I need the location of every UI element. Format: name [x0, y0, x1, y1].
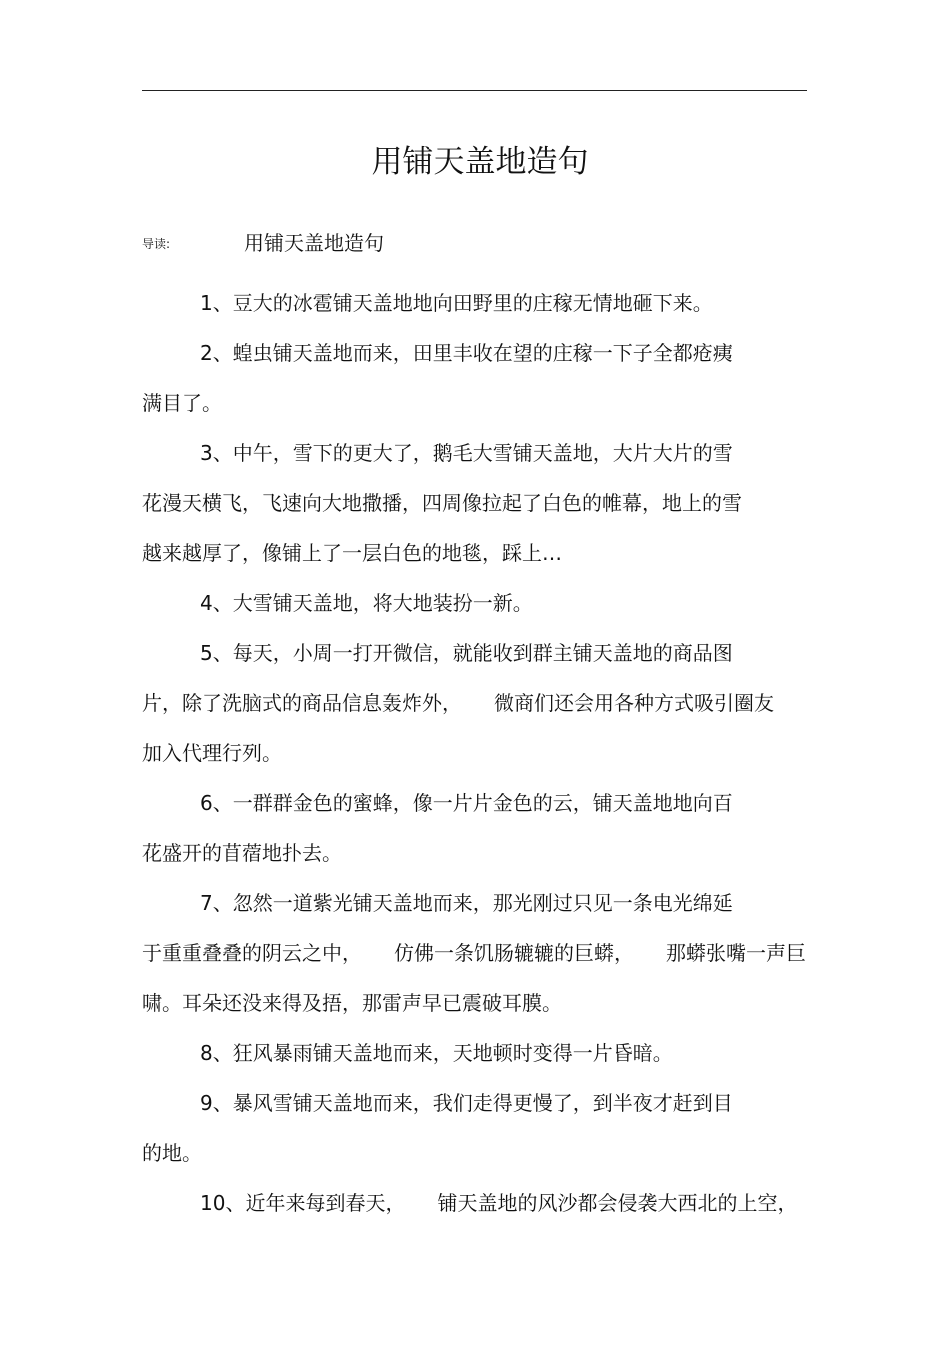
body-line-text: 10、近年来每到春天， — [200, 1191, 406, 1215]
body-line-text: 微商们还会用各种方式吸引圈友 — [494, 691, 774, 715]
body-line-text: 片，除了洗脑式的商品信息轰炸外， — [142, 691, 462, 715]
body-line-text: 2、蝗虫铺天盖地而来，田里丰收在望的庄稼一下子全都疮痍 — [200, 341, 733, 365]
body-line-text: 3、中午，雪下的更大了，鹅毛大雪铺天盖地，大片大片的雪 — [200, 441, 733, 465]
body-line — [142, 578, 807, 628]
body-line — [142, 828, 807, 878]
body-line-text: 花盛开的苜蓿地扑去。 — [142, 841, 342, 865]
body-line-text: 于重重叠叠的阴云之中， — [142, 941, 362, 965]
intro-label: 导读: — [142, 237, 171, 251]
intro-line — [142, 228, 384, 258]
body-line — [142, 628, 807, 678]
document-title: 用铺天盖地造句 — [371, 144, 589, 180]
body-line-text: 6、一群群金色的蜜蜂，像一片片金色的云，铺天盖地地向百 — [200, 791, 733, 815]
body-line — [142, 728, 807, 778]
body-line — [142, 678, 807, 728]
body-line-text: 5、每天，小周一打开微信，就能收到群主铺天盖地的商品图 — [200, 641, 733, 665]
body-line — [142, 528, 807, 578]
body-line — [142, 778, 807, 828]
body-line — [142, 1178, 807, 1228]
body-line-text: 那蟒张嘴一声巨 — [666, 941, 806, 965]
body-line-text: 的地。 — [142, 1141, 202, 1165]
body-line — [142, 978, 807, 1028]
body-line — [142, 928, 807, 978]
intro-text: 用铺天盖地造句 — [244, 231, 384, 255]
body-line-text: 4、大雪铺天盖地，将大地装扮一新。 — [200, 591, 533, 615]
body-line — [142, 1078, 807, 1128]
header-rule — [142, 90, 807, 91]
body-line — [142, 1028, 807, 1078]
body-line-text: 7、忽然一道紫光铺天盖地而来，那光刚过只见一条电光绵延 — [200, 891, 733, 915]
body-line-text: 越来越厚了，像铺上了一层白色的地毯，踩上… — [142, 541, 562, 565]
body-line — [142, 278, 807, 328]
body-line-text: 8、狂风暴雨铺天盖地而来，天地顿时变得一片昏暗。 — [200, 1041, 673, 1065]
body-line-text: 1、豆大的冰雹铺天盖地地向田野里的庄稼无情地砸下来。 — [200, 291, 713, 315]
document-body — [142, 278, 807, 1228]
body-line — [142, 878, 807, 928]
body-line-text: 满目了。 — [142, 391, 222, 415]
body-line-text: 铺天盖地的风沙都会侵袭大西北的上空， — [437, 1191, 798, 1215]
body-line — [142, 478, 807, 528]
body-line — [142, 1128, 807, 1178]
body-line-text: 仿佛一条饥肠辘辘的巨蟒， — [394, 941, 634, 965]
body-line-text: 加入代理行列。 — [142, 741, 282, 765]
body-line-text: 9、暴风雪铺天盖地而来，我们走得更慢了，到半夜才赶到目 — [200, 1091, 733, 1115]
body-line-text: 花漫天横飞，飞速向大地撒播，四周像拉起了白色的帷幕，地上的雪 — [142, 491, 742, 515]
body-line — [142, 428, 807, 478]
body-line — [142, 328, 807, 378]
body-line-text: 啸。耳朵还没来得及捂，那雷声早已震破耳膜。 — [142, 991, 562, 1015]
body-line — [142, 378, 807, 428]
